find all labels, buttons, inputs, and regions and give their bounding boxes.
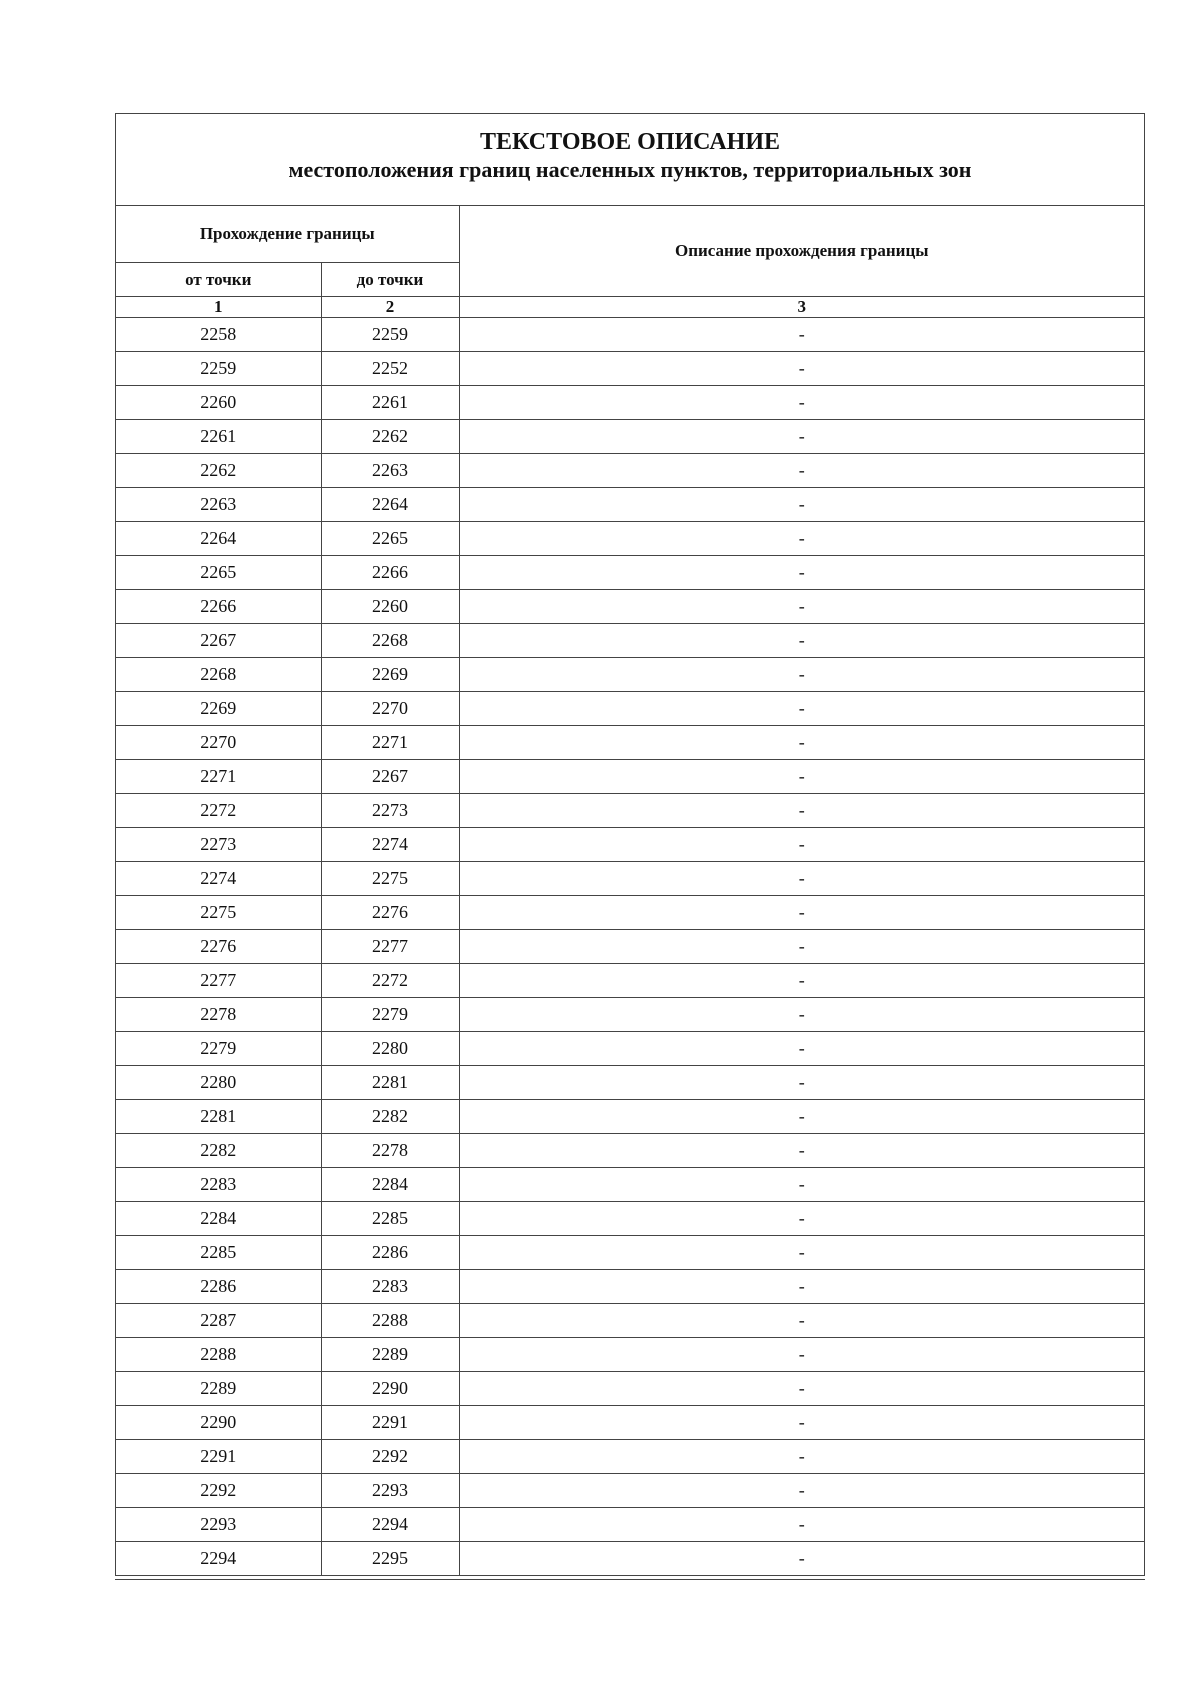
table-row bbox=[116, 1372, 1144, 1406]
from-point-cell: 2275 bbox=[116, 896, 321, 930]
title-block bbox=[116, 114, 1144, 206]
from-point-cell: 2282 bbox=[116, 1134, 321, 1168]
table-row bbox=[116, 488, 1144, 522]
description-cell: - bbox=[459, 318, 1144, 352]
description-cell: - bbox=[459, 624, 1144, 658]
description-cell: - bbox=[459, 1406, 1144, 1440]
to-point-cell: 2282 bbox=[321, 1100, 459, 1134]
boundary-description-document bbox=[115, 113, 1145, 1576]
header-boundary-passage: Прохождение границы bbox=[116, 206, 459, 263]
description-cell: - bbox=[459, 1236, 1144, 1270]
description-cell: - bbox=[459, 658, 1144, 692]
table-row bbox=[116, 624, 1144, 658]
to-point-cell: 2274 bbox=[321, 828, 459, 862]
from-point-cell: 2285 bbox=[116, 1236, 321, 1270]
from-point-cell: 2260 bbox=[116, 386, 321, 420]
from-point-cell: 2266 bbox=[116, 590, 321, 624]
document-title: ТЕКСТОВОЕ ОПИСАНИЕ bbox=[479, 129, 780, 155]
column-number-2: 2 bbox=[321, 297, 459, 318]
table-row bbox=[116, 590, 1144, 624]
description-cell: - bbox=[459, 1338, 1144, 1372]
table-row bbox=[116, 386, 1144, 420]
description-cell: - bbox=[459, 1508, 1144, 1542]
to-point-cell: 2292 bbox=[321, 1440, 459, 1474]
table-row bbox=[116, 318, 1144, 352]
boundary-table bbox=[116, 206, 1144, 1576]
to-point-cell: 2270 bbox=[321, 692, 459, 726]
table-row bbox=[116, 1440, 1144, 1474]
table-row bbox=[116, 1474, 1144, 1508]
description-cell: - bbox=[459, 420, 1144, 454]
description-cell: - bbox=[459, 522, 1144, 556]
to-point-cell: 2266 bbox=[321, 556, 459, 590]
table-row bbox=[116, 1270, 1144, 1304]
description-cell: - bbox=[459, 726, 1144, 760]
table-row bbox=[116, 420, 1144, 454]
description-cell: - bbox=[459, 828, 1144, 862]
to-point-cell: 2286 bbox=[321, 1236, 459, 1270]
description-cell: - bbox=[459, 1542, 1144, 1576]
to-point-cell: 2252 bbox=[321, 352, 459, 386]
from-point-cell: 2265 bbox=[116, 556, 321, 590]
table-row bbox=[116, 1338, 1144, 1372]
from-point-cell: 2291 bbox=[116, 1440, 321, 1474]
description-cell: - bbox=[459, 1372, 1144, 1406]
from-point-cell: 2261 bbox=[116, 420, 321, 454]
description-cell: - bbox=[459, 1032, 1144, 1066]
to-point-cell: 2290 bbox=[321, 1372, 459, 1406]
from-point-cell: 2263 bbox=[116, 488, 321, 522]
to-point-cell: 2293 bbox=[321, 1474, 459, 1508]
from-point-cell: 2288 bbox=[116, 1338, 321, 1372]
to-point-cell: 2271 bbox=[321, 726, 459, 760]
from-point-cell: 2276 bbox=[116, 930, 321, 964]
description-cell: - bbox=[459, 488, 1144, 522]
from-point-cell: 2272 bbox=[116, 794, 321, 828]
description-cell: - bbox=[459, 590, 1144, 624]
table-row bbox=[116, 1202, 1144, 1236]
from-point-cell: 2292 bbox=[116, 1474, 321, 1508]
to-point-cell: 2279 bbox=[321, 998, 459, 1032]
table-row bbox=[116, 1236, 1144, 1270]
table-row bbox=[116, 1168, 1144, 1202]
from-point-cell: 2287 bbox=[116, 1304, 321, 1338]
description-cell: - bbox=[459, 352, 1144, 386]
to-point-cell: 2275 bbox=[321, 862, 459, 896]
to-point-cell: 2264 bbox=[321, 488, 459, 522]
from-point-cell: 2267 bbox=[116, 624, 321, 658]
to-point-cell: 2276 bbox=[321, 896, 459, 930]
table-row bbox=[116, 1304, 1144, 1338]
to-point-cell: 2277 bbox=[321, 930, 459, 964]
to-point-cell: 2291 bbox=[321, 1406, 459, 1440]
from-point-cell: 2268 bbox=[116, 658, 321, 692]
to-point-cell: 2284 bbox=[321, 1168, 459, 1202]
table-row bbox=[116, 692, 1144, 726]
to-point-cell: 2280 bbox=[321, 1032, 459, 1066]
description-cell: - bbox=[459, 1066, 1144, 1100]
to-point-cell: 2278 bbox=[321, 1134, 459, 1168]
to-point-cell: 2281 bbox=[321, 1066, 459, 1100]
to-point-cell: 2262 bbox=[321, 420, 459, 454]
from-point-cell: 2279 bbox=[116, 1032, 321, 1066]
to-point-cell: 2259 bbox=[321, 318, 459, 352]
table-row bbox=[116, 998, 1144, 1032]
description-cell: - bbox=[459, 454, 1144, 488]
from-point-cell: 2277 bbox=[116, 964, 321, 998]
description-cell: - bbox=[459, 760, 1144, 794]
to-point-cell: 2288 bbox=[321, 1304, 459, 1338]
document-subtitle: местоположения границ населенных пунктов, территориальных зон bbox=[288, 157, 972, 182]
from-point-cell: 2294 bbox=[116, 1542, 321, 1576]
to-point-cell: 2285 bbox=[321, 1202, 459, 1236]
description-cell: - bbox=[459, 386, 1144, 420]
table-row bbox=[116, 1406, 1144, 1440]
from-point-cell: 2259 bbox=[116, 352, 321, 386]
table-row bbox=[116, 896, 1144, 930]
column-number-1: 1 bbox=[116, 297, 321, 318]
from-point-cell: 2280 bbox=[116, 1066, 321, 1100]
table-row bbox=[116, 930, 1144, 964]
from-point-cell: 2270 bbox=[116, 726, 321, 760]
to-point-cell: 2268 bbox=[321, 624, 459, 658]
table-row bbox=[116, 1542, 1144, 1576]
to-point-cell: 2273 bbox=[321, 794, 459, 828]
table-row bbox=[116, 352, 1144, 386]
table-row bbox=[116, 1134, 1144, 1168]
description-cell: - bbox=[459, 692, 1144, 726]
description-cell: - bbox=[459, 964, 1144, 998]
from-point-cell: 2262 bbox=[116, 454, 321, 488]
to-point-cell: 2295 bbox=[321, 1542, 459, 1576]
to-point-cell: 2265 bbox=[321, 522, 459, 556]
table-end-rule bbox=[115, 1579, 1145, 1580]
description-cell: - bbox=[459, 862, 1144, 896]
header-to-point: до точки bbox=[321, 263, 459, 297]
table-row bbox=[116, 658, 1144, 692]
table-row bbox=[116, 964, 1144, 998]
description-cell: - bbox=[459, 896, 1144, 930]
description-cell: - bbox=[459, 1474, 1144, 1508]
header-description: Описание прохождения границы bbox=[459, 206, 1144, 297]
table-body bbox=[116, 318, 1144, 1576]
table-row bbox=[116, 760, 1144, 794]
column-number-3: 3 bbox=[459, 297, 1144, 318]
description-cell: - bbox=[459, 1134, 1144, 1168]
table-row bbox=[116, 522, 1144, 556]
header-from-point: от точки bbox=[116, 263, 321, 297]
from-point-cell: 2273 bbox=[116, 828, 321, 862]
description-cell: - bbox=[459, 998, 1144, 1032]
to-point-cell: 2260 bbox=[321, 590, 459, 624]
description-cell: - bbox=[459, 1270, 1144, 1304]
from-point-cell: 2264 bbox=[116, 522, 321, 556]
table-row bbox=[116, 828, 1144, 862]
description-cell: - bbox=[459, 930, 1144, 964]
to-point-cell: 2289 bbox=[321, 1338, 459, 1372]
to-point-cell: 2261 bbox=[321, 386, 459, 420]
from-point-cell: 2289 bbox=[116, 1372, 321, 1406]
from-point-cell: 2281 bbox=[116, 1100, 321, 1134]
from-point-cell: 2271 bbox=[116, 760, 321, 794]
table-row bbox=[116, 726, 1144, 760]
description-cell: - bbox=[459, 1202, 1144, 1236]
table-row bbox=[116, 556, 1144, 590]
to-point-cell: 2272 bbox=[321, 964, 459, 998]
from-point-cell: 2278 bbox=[116, 998, 321, 1032]
to-point-cell: 2263 bbox=[321, 454, 459, 488]
table-row bbox=[116, 794, 1144, 828]
table-row bbox=[116, 1066, 1144, 1100]
from-point-cell: 2283 bbox=[116, 1168, 321, 1202]
from-point-cell: 2284 bbox=[116, 1202, 321, 1236]
from-point-cell: 2274 bbox=[116, 862, 321, 896]
from-point-cell: 2286 bbox=[116, 1270, 321, 1304]
from-point-cell: 2293 bbox=[116, 1508, 321, 1542]
table-row bbox=[116, 1508, 1144, 1542]
table-row bbox=[116, 1100, 1144, 1134]
description-cell: - bbox=[459, 1440, 1144, 1474]
to-point-cell: 2269 bbox=[321, 658, 459, 692]
from-point-cell: 2269 bbox=[116, 692, 321, 726]
to-point-cell: 2267 bbox=[321, 760, 459, 794]
description-cell: - bbox=[459, 1100, 1144, 1134]
table-row bbox=[116, 1032, 1144, 1066]
description-cell: - bbox=[459, 1304, 1144, 1338]
description-cell: - bbox=[459, 556, 1144, 590]
description-cell: - bbox=[459, 1168, 1144, 1202]
description-cell: - bbox=[459, 794, 1144, 828]
from-point-cell: 2258 bbox=[116, 318, 321, 352]
to-point-cell: 2283 bbox=[321, 1270, 459, 1304]
table-row bbox=[116, 862, 1144, 896]
to-point-cell: 2294 bbox=[321, 1508, 459, 1542]
from-point-cell: 2290 bbox=[116, 1406, 321, 1440]
table-row bbox=[116, 454, 1144, 488]
